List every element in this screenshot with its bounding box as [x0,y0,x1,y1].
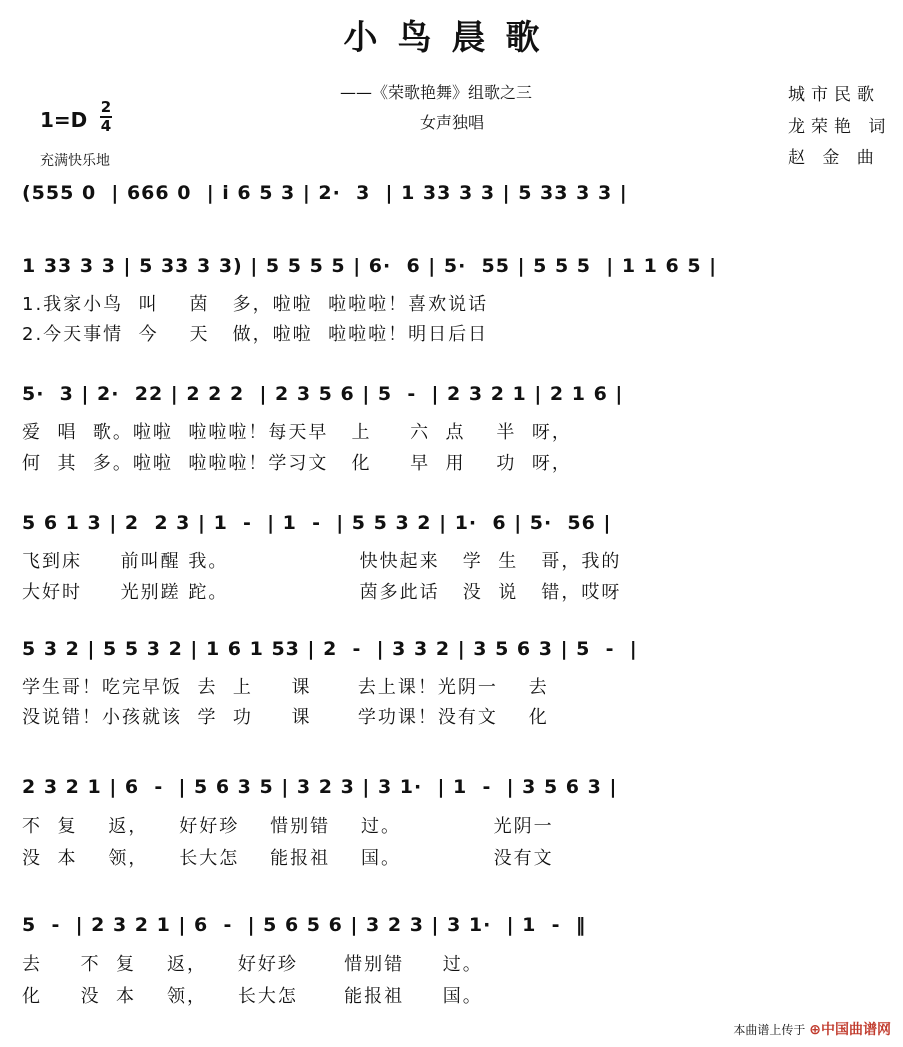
score-line [22,182,882,210]
time-signature [100,100,112,134]
lyric-verse-1: 爱 唱 歌。啦啦 啦啦啦！每天早 上 六 点 半 呀， [22,422,572,443]
site-name: 中国曲谱网 [821,1022,891,1038]
upload-text: 本曲谱上传于 [733,1023,806,1037]
score-line [22,255,882,283]
lyric-verse-1: 1.我家小鸟 叫 茵 多，啦啦 啦啦啦！喜欢说话 [22,294,489,315]
notation: 2 3 2 1 | 6 - | 5 6 3 5 | 3 2 3 | 3 1· | 1 - | 3 5 6 3 | [22,776,618,798]
key-signature: 1=D [40,108,88,132]
notation: (555 0 | 666 0 | i 6 5 3 | 2· 3 | 1 33 3 3 | 5 33 3 3 | [22,182,628,204]
notation: 5· 3 | 2· 22 | 2 2 2 | 2 3 5 6 | 5 - | 2 3 2 1 | 2 1 6 | [22,383,624,405]
subtitle: ——《荣歌艳舞》组歌之三 [340,83,533,102]
score-line [22,383,882,411]
lyric-verse-2: 没 本 领， 长大怎 能报祖 国。 没有文 [22,848,554,869]
lyric-verse-1: 不 复 返， 好好珍 惜别错 过。 光阴一 [22,816,554,837]
score-line [22,776,882,804]
performance-type: 女声独唱 [420,113,485,132]
lyric-verse-2: 何 其 多。啦啦 啦啦啦！学习文 化 早 用 功 呀， [22,453,572,474]
page-title: 小鸟晨歌 [343,18,560,58]
notation: 5 3 2 | 5 5 3 2 | 1 6 1 53 | 2 - | 3 3 2 | 3 5 6 3 | 5 - | [22,638,638,660]
score-line [22,638,882,666]
lyric-verse-1: 去 不 复 返， 好好珍 惜别错 过。 [22,954,483,975]
footer [733,1019,891,1039]
composer: 赵 金 曲 [788,148,880,168]
score-line [22,914,882,942]
tempo-marking: 充满快乐地 [40,153,110,169]
site-logo[interactable]: ⊕中国曲谱网 [809,1022,891,1038]
time-bottom: 4 [100,117,112,135]
lyric-verse-2: 化 没 本 领， 长大怎 能报祖 国。 [22,986,483,1007]
notation: 5 6 1 3 | 2 2 3 | 1 - | 1 - | 5 5 3 2 | 1· 6 | 5· 56 | [22,512,612,534]
lyric-verse-2: 大好时 光别蹉 跎。 茵多此话 没 说 错，哎呀 [22,582,622,603]
lyricist: 龙荣艳 词 [788,117,892,137]
lyric-verse-2: 2.今天事情 今 天 做，啦啦 啦啦啦！明日后日 [22,324,489,345]
genre: 城市民歌 [788,85,880,105]
notation: 5 - | 2 3 2 1 | 6 - | 5 6 5 6 | 3 2 3 | 3 1· | 1 - ‖ [22,914,587,936]
score-line [22,512,882,540]
lyric-verse-1: 飞到床 前叫醒 我。 快快起来 学 生 哥，我的 [22,551,622,572]
lyric-verse-2: 没说错！小孩就该 学 功 课 学功课！没有文 化 [22,707,549,728]
notation: 1 33 3 3 | 5 33 3 3) | 5 5 5 5 | 6· 6 | 5· 55 | 5 5 5 | 1 1 6 5 | [22,255,718,277]
lyric-verse-1: 学生哥！吃完早饭 去 上 课 去上课！光阴一 去 [22,677,549,698]
time-top: 2 [100,98,112,116]
